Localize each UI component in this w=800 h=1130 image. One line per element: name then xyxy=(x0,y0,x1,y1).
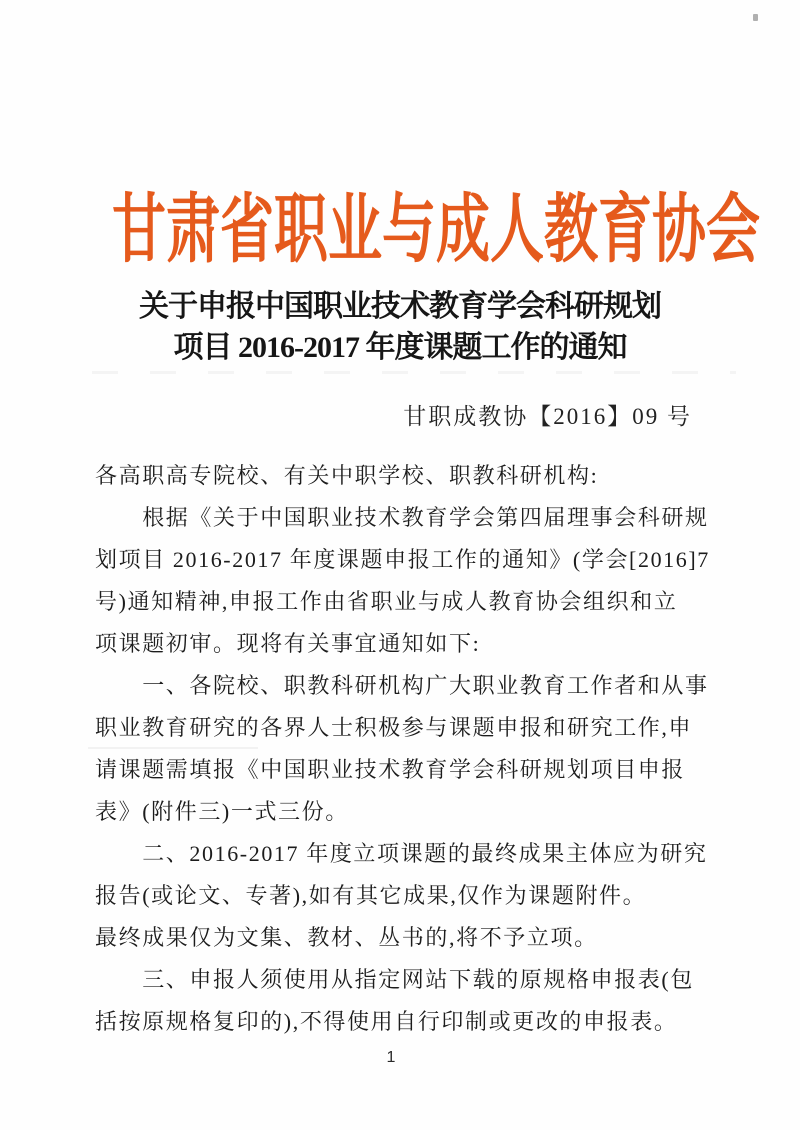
body-line: 报告(或论文、专著),如有其它成果,仅作为课题附件。 xyxy=(95,883,647,908)
doc-title-line1: 关于申报中国职业技术教育学会科研规划 xyxy=(139,290,661,323)
scan-streak xyxy=(92,371,736,374)
body-line-item2: 二、2016-2017 年度立项课题的最终成果主体应为研究 xyxy=(95,841,708,866)
body-line: 括按原规格复印的),不得使用自行印制或更改的申报表。 xyxy=(95,1009,678,1034)
body-line: 最终成果仅为文集、教材、丛书的,将不予立项。 xyxy=(95,925,598,950)
body-line: 划项目 2016-2017 年度课题申报工作的通知》(学会[2016]7 xyxy=(95,547,710,572)
document-body xyxy=(95,455,735,1043)
body-line: 项课题初审。现将有关事宜通知如下: xyxy=(95,631,481,656)
doc-number: 甘职成教协【2016】09 号 xyxy=(403,404,692,429)
body-line: 根据《关于中国职业技术教育学会第四届理事会科研规 xyxy=(95,505,709,530)
scan-artifact xyxy=(753,14,758,21)
page-number: 1 xyxy=(386,1049,396,1066)
org-title: 甘肃省职业与成人教育协会 xyxy=(112,189,761,272)
body-line-item1: 一、各院校、职教科研机构广大职业教育工作者和从事 xyxy=(95,673,709,698)
body-line: 号)通知精神,申报工作由省职业与成人教育协会组织和立 xyxy=(95,589,678,614)
body-line-item3: 三、申报人须使用从指定网站下载的原规格申报表(包 xyxy=(95,967,694,992)
doc-title xyxy=(0,286,800,368)
body-line: 请课题需填报《中国职业技术教育学会科研规划项目申报 xyxy=(95,757,686,782)
body-line: 职业教育研究的各界人士积极参与课题申报和研究工作,申 xyxy=(95,715,693,740)
body-line: 表》(附件三)一式三份。 xyxy=(95,799,349,824)
doc-title-line2: 项目 2016-2017 年度课题工作的通知 xyxy=(173,331,627,364)
body-line-salutation: 各高职高专院校、有关中职学校、职教科研机构: xyxy=(95,463,599,488)
